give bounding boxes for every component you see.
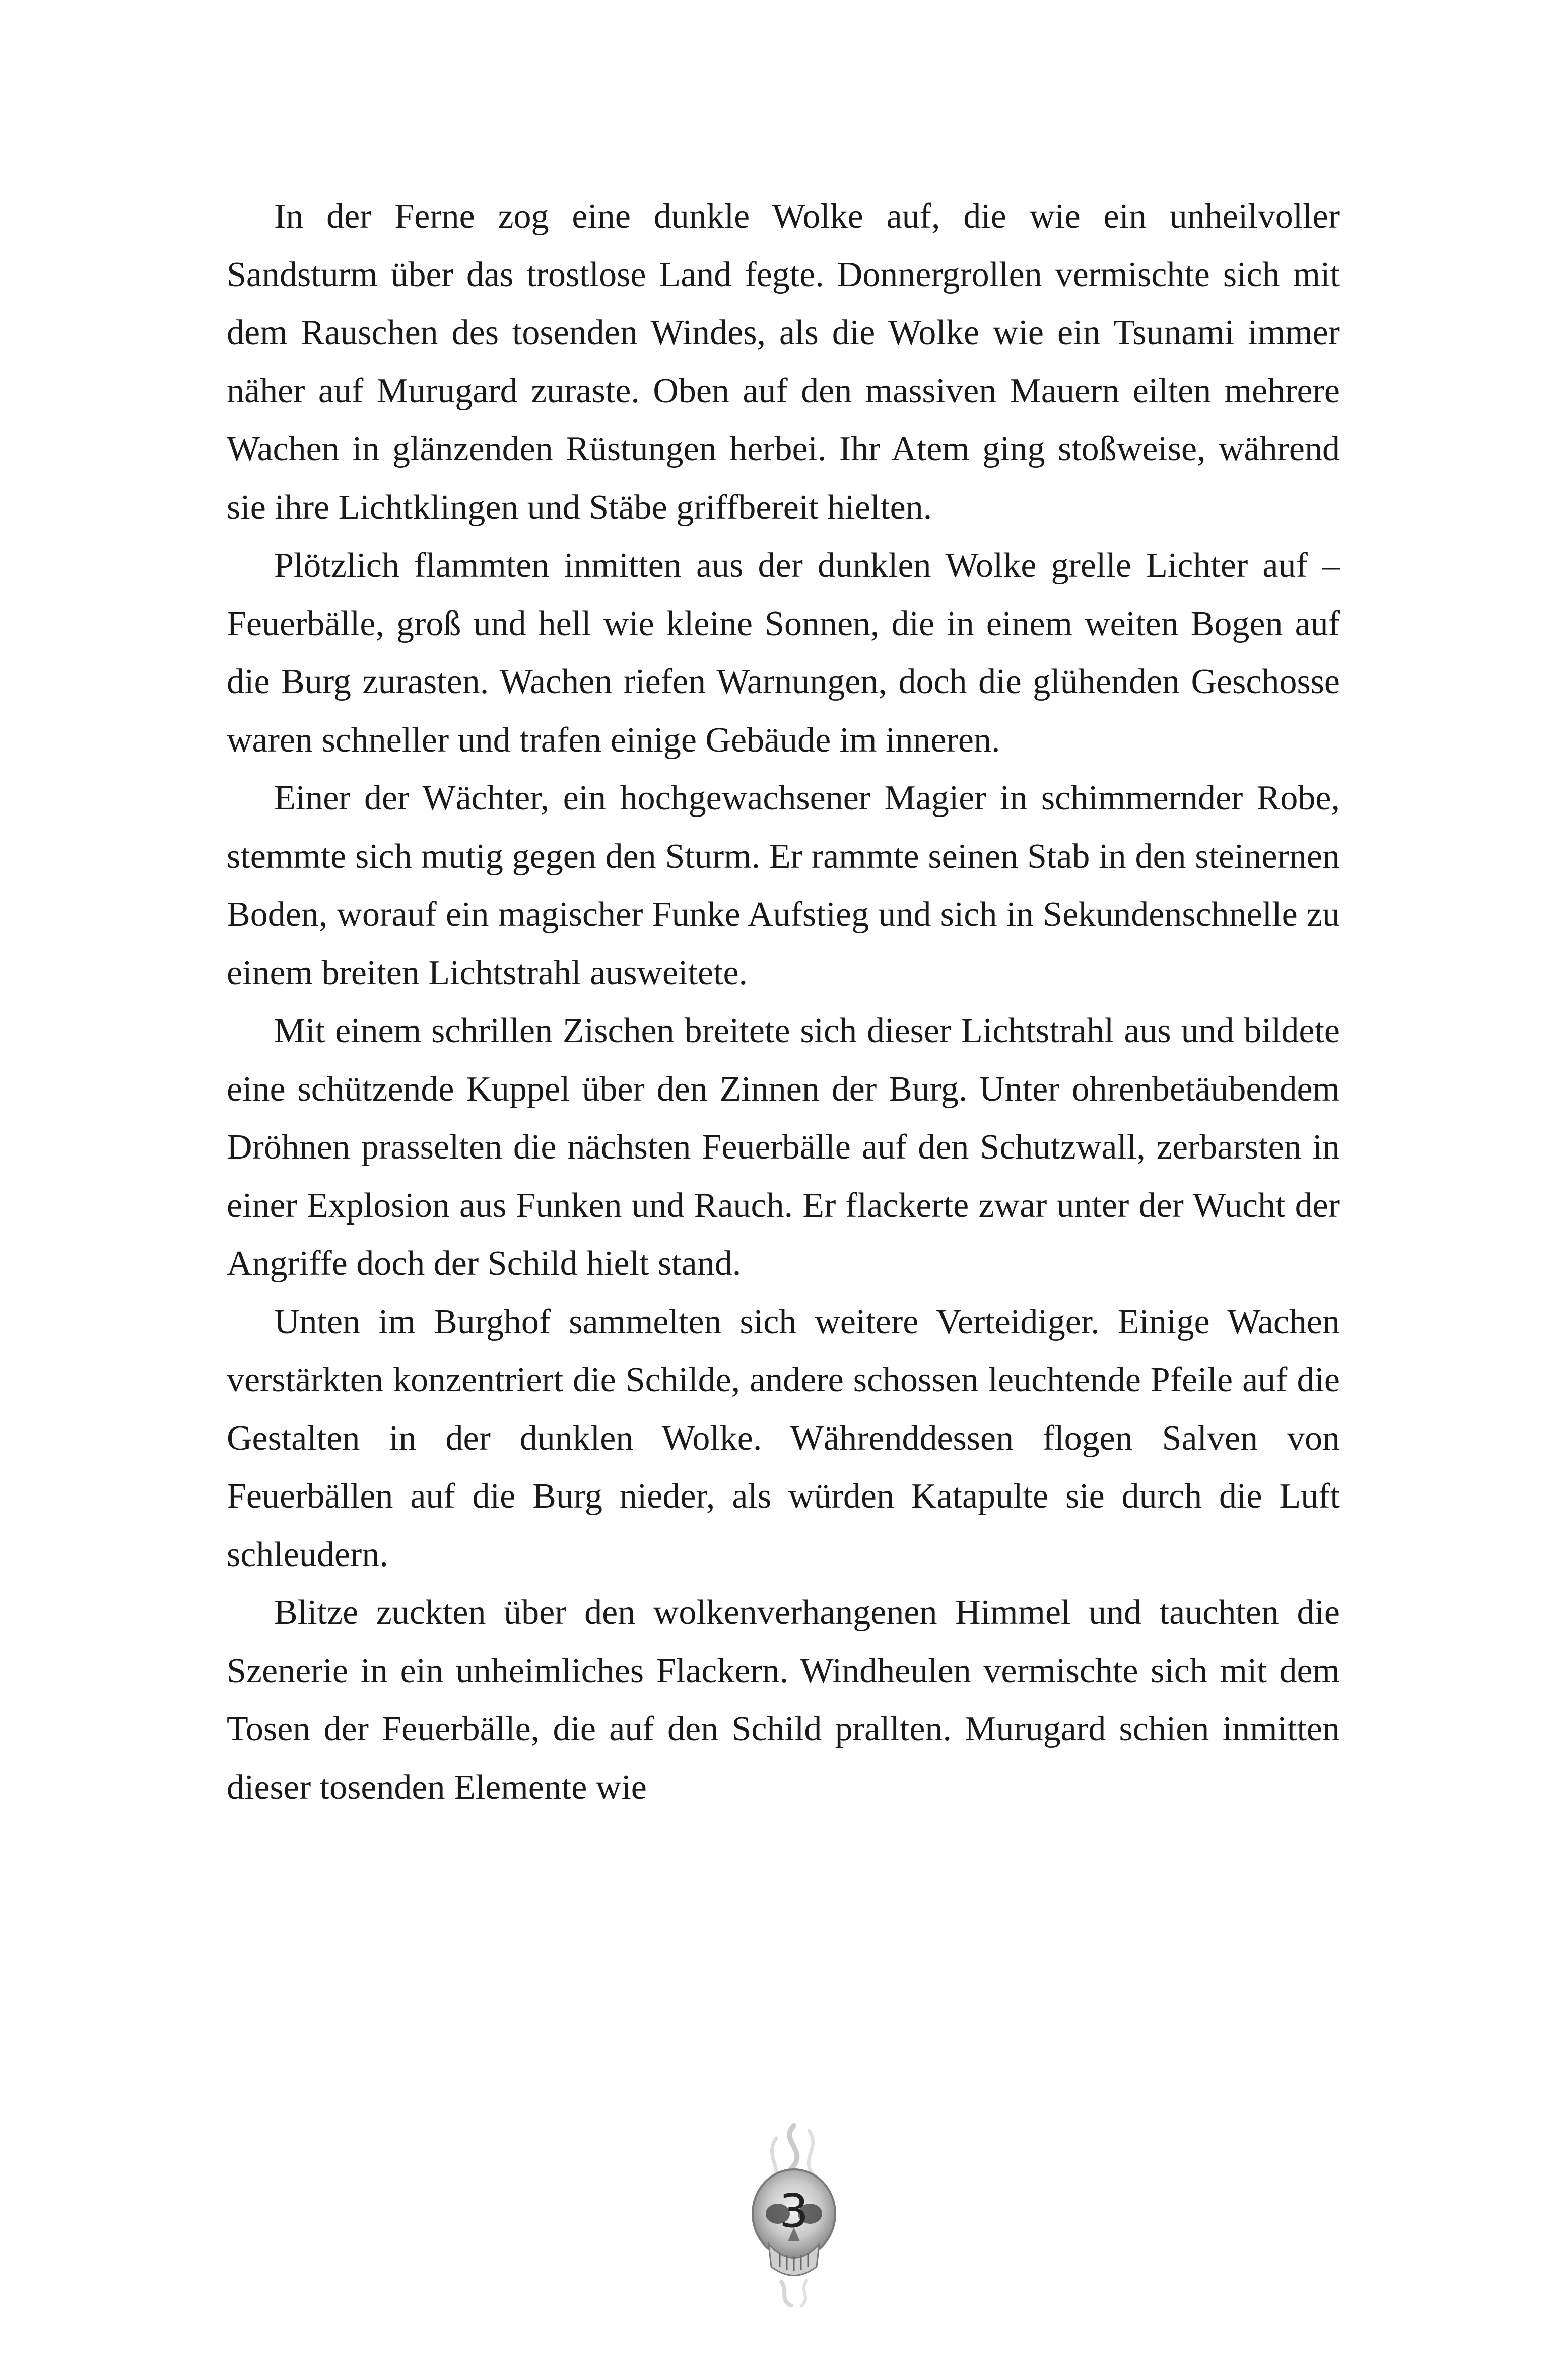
paragraph: Einer der Wächter, ein hochgewachsener Magier in schimmernder Robe, stemmte sich mutig gegen den Sturm. Er rammte seinen Stab in den steinernen Boden, worauf ein magischer Funke Aufstieg und sich in Sekundenschnelle zu einem breiten Lichtstrahl ausweitete. xyxy=(227,779,1340,992)
page-number: 3 xyxy=(779,2184,809,2238)
paragraph: Unten im Burghof sammelten sich weitere Verteidiger. Einige Wachen verstärkten konzentriert die Schilde, andere schossen leuchtende Pfeile auf die Gestalten in der dunklen Wolke. Währenddessen flogen Salven von Feuerbällen auf die Burg nieder, als würden Katapulte sie durch die Luft schleudern. xyxy=(227,1302,1340,1574)
body-text xyxy=(227,187,1340,1816)
paragraph: Blitze zuckten über den wolkenverhangenen Himmel und tauchten die Szenerie in ein unheimliches Flackern. Windheulen vermischte sich mit dem Tosen der Feuerbälle, die auf den Schild prallten. Murugard schien inmitten dieser tosenden Elemente wie xyxy=(227,1593,1340,1807)
paragraph: In der Ferne zog eine dunkle Wolke auf, die wie ein unheilvoller Sandsturm über das trostlose Land fegte. Donnergrollen vermischte sich mit dem Rauschen des tosenden Windes, als die Wolke wie ein Tsunami immer näher auf Murugard zuraste. Oben auf den massiven Mauern eilten mehrere Wachen in glänzenden Rüstungen herbei. Ihr Atem ging stoßweise, während sie ihre Lichtklingen und Stäbe griffbereit hielten. xyxy=(227,197,1340,527)
paragraph: Plötzlich flammten inmitten aus der dunklen Wolke grelle Lichter auf – Feuerbälle, groß und hell wie kleine Sonnen, die in einem weiten Bogen auf die Burg zurasten. Wachen riefen Warnungen, doch die glühenden Geschosse waren schneller und trafen einige Gebäude im inneren. xyxy=(227,546,1340,760)
page-footer xyxy=(733,2121,854,2307)
paragraph: Mit einem schrillen Zischen breitete sich dieser Lichtstrahl aus und bildete eine schützende Kuppel über den Zinnen der Burg. Unter ohrenbetäubendem Dröhnen prasselten die nächsten Feuerbälle auf den Schutzwall, zerbarsten in einer Explosion aus Funken und Rauch. Er flackerte zwar unter der Wucht der Angriffe doch der Schild hielt stand. xyxy=(227,1011,1340,1283)
